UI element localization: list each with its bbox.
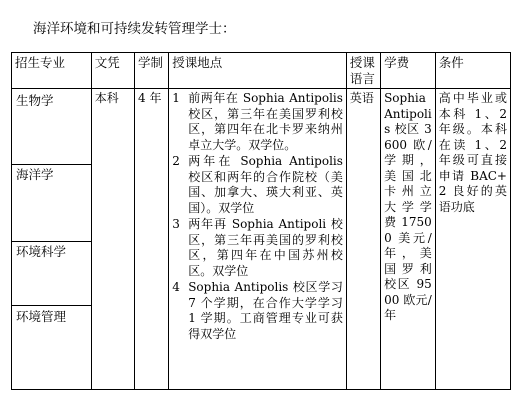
- divider: [12, 305, 91, 306]
- degree-cell: 本科: [91, 89, 134, 390]
- majors-cell: [12, 89, 92, 390]
- header-major: 招生专业: [12, 53, 92, 89]
- major-item: 环境科学: [16, 244, 67, 259]
- location-text: 前两年在 Sophia Antipolis 校区，第三年在美国罗利校区，第四年在北卡罗来纳州卓立大学。双学位。: [188, 91, 343, 152]
- table-row: [12, 89, 511, 390]
- location-list: [172, 91, 343, 342]
- header-degree: 文凭: [91, 53, 134, 89]
- location-item: [172, 280, 343, 342]
- location-number: 1: [172, 91, 180, 105]
- header-condition: 条件: [435, 53, 510, 89]
- location-number: 2: [172, 154, 180, 168]
- language-cell: 英语: [346, 89, 380, 390]
- location-cell: [169, 89, 347, 390]
- divider: [12, 164, 91, 165]
- location-item: [172, 217, 343, 279]
- location-item: [172, 154, 343, 216]
- table-header-row: [12, 53, 511, 89]
- major-item: 海洋学: [16, 167, 54, 182]
- location-text: 两年在 Sophia Antipolis 校区和两年的合作院校（美国、加拿大、瑛大利亚、英国）。双学位: [188, 154, 343, 215]
- location-text: Sophia Antipolis 校区学习 7 个学期，在合作大学学习 1 学期。工商管理专业可获得双学位: [188, 280, 343, 341]
- major-item: 环境管理: [16, 309, 67, 324]
- page-title: 海洋环境和可持续发转管理学士：: [33, 21, 236, 37]
- location-item: [172, 91, 343, 153]
- condition-cell: 高中毕业或本科 1、2 年级。本科在读 1、2 年级可直接申请 BAC+2 良好的英语功底: [435, 89, 510, 390]
- header-duration: 学制: [135, 53, 169, 89]
- header-location: 授课地点: [169, 53, 347, 89]
- major-item: 生物学: [16, 93, 54, 108]
- location-number: 3: [172, 217, 180, 231]
- location-number: 4: [172, 280, 180, 294]
- divider: [12, 241, 91, 242]
- program-table: [11, 52, 511, 390]
- header-language: 授课语言: [346, 53, 380, 89]
- duration-cell: 4 年: [135, 89, 169, 390]
- header-fee: 学费: [381, 53, 436, 89]
- fee-cell: Sophia Antipolis 校区 3600 欧/学期，美国北卡州立大学学费 17500 美元/年，美国罗利校区 9500 欧元/年: [381, 89, 436, 390]
- location-text: 两年再 Sophia Antipoli 校区，第三年再美国的罗利校区，第四年在中国苏州校区。双学位: [188, 217, 343, 278]
